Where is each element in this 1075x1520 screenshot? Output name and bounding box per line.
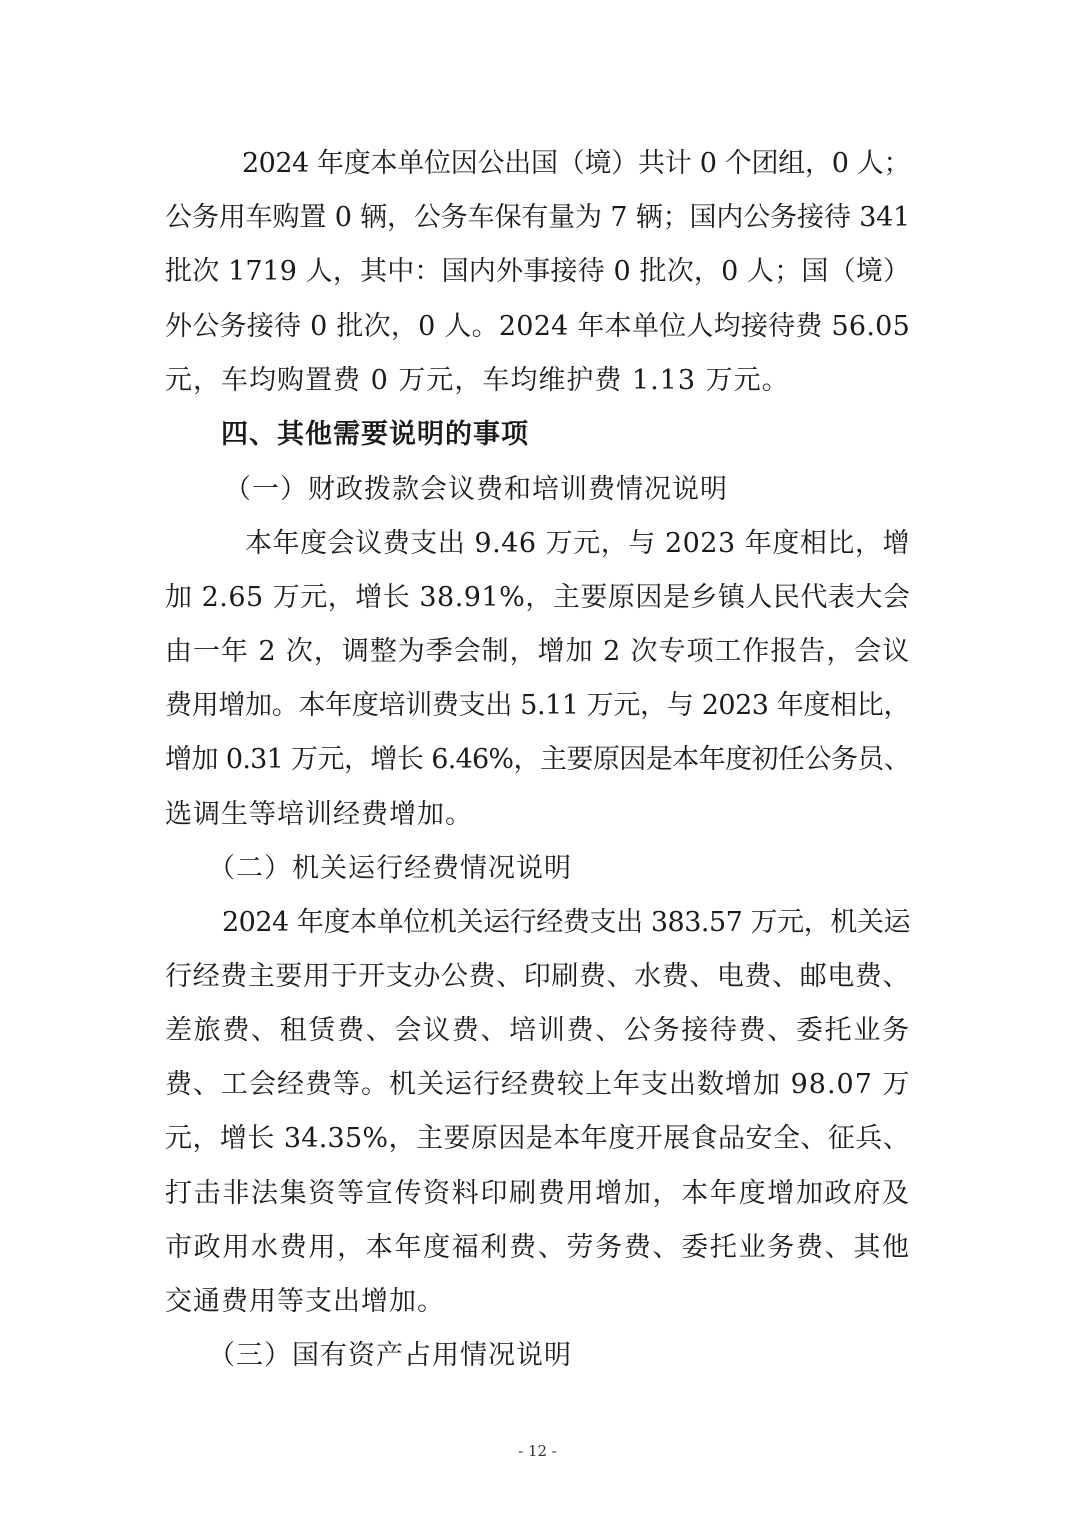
paragraph-line: 选调生等培训经费增加。: [165, 799, 473, 830]
paragraph-line: 批次 1719 人，其中：国内外事接待 0 批次，0 人；国（境）: [165, 256, 910, 287]
paragraph-line: 行经费主要用于开支办公费、印刷费、水费、电费、邮电费、: [165, 961, 910, 992]
paragraph-line: 差旅费、租赁费、会议费、培训费、公务接待费、委托业务: [165, 1015, 910, 1046]
paragraph-line: 2024 年度本单位因公出国（境）共计 0 个团组，0 人；: [242, 148, 910, 179]
paragraph-line: 本年度会议费支出 9.46 万元，与 2023 年度相比，增: [245, 528, 910, 559]
subsection-heading: （二）机关运行经费情况说明: [208, 853, 572, 884]
paragraph-line: 由一年 2 次，调整为季会制，增加 2 次专项工作报告，会议: [165, 636, 910, 667]
paragraph-line: 费、工会经费等。机关运行经费较上年支出数增加 98.07 万: [165, 1069, 911, 1100]
section-heading: 四、其他需要说明的事项: [221, 419, 529, 450]
paragraph-line: 外公务接待 0 批次，0 人。2024 年本单位人均接待费 56.05: [165, 311, 911, 342]
subsection-heading: （一）财政拨款会议费和培训费情况说明: [224, 474, 728, 505]
paragraph-line: 加 2.65 万元，增长 38.91%，主要原因是乡镇人民代表大会: [165, 582, 911, 613]
paragraph-line: 公务用车购置 0 辆，公务车保有量为 7 辆；国内公务接待 341: [165, 202, 910, 233]
paragraph-line: 市政用水费用，本年度福利费、劳务费、委托业务费、其他: [165, 1232, 910, 1263]
page-number: - 12 -: [518, 1442, 557, 1460]
paragraph-line: 元，增长 34.35%，主要原因是本年度开展食品安全、征兵、: [165, 1123, 910, 1154]
paragraph-line: 元，车均购置费 0 万元，车均维护费 1.13 万元。: [165, 365, 790, 396]
paragraph-line: 2024 年度本单位机关运行经费支出 383.57 万元，机关运: [222, 907, 910, 938]
paragraph-line: 增加 0.31 万元，增长 6.46%，主要原因是本年度初任公务员、: [165, 744, 910, 775]
subsection-heading: （三）国有资产占用情况说明: [208, 1340, 572, 1371]
paragraph-line: 费用增加。本年度培训费支出 5.11 万元，与 2023 年度相比，: [165, 690, 910, 721]
paragraph-line: 打击非法集资等宣传资料印刷费用增加，本年度增加政府及: [165, 1178, 910, 1209]
paragraph-line: 交通费用等支出增加。: [165, 1286, 445, 1317]
